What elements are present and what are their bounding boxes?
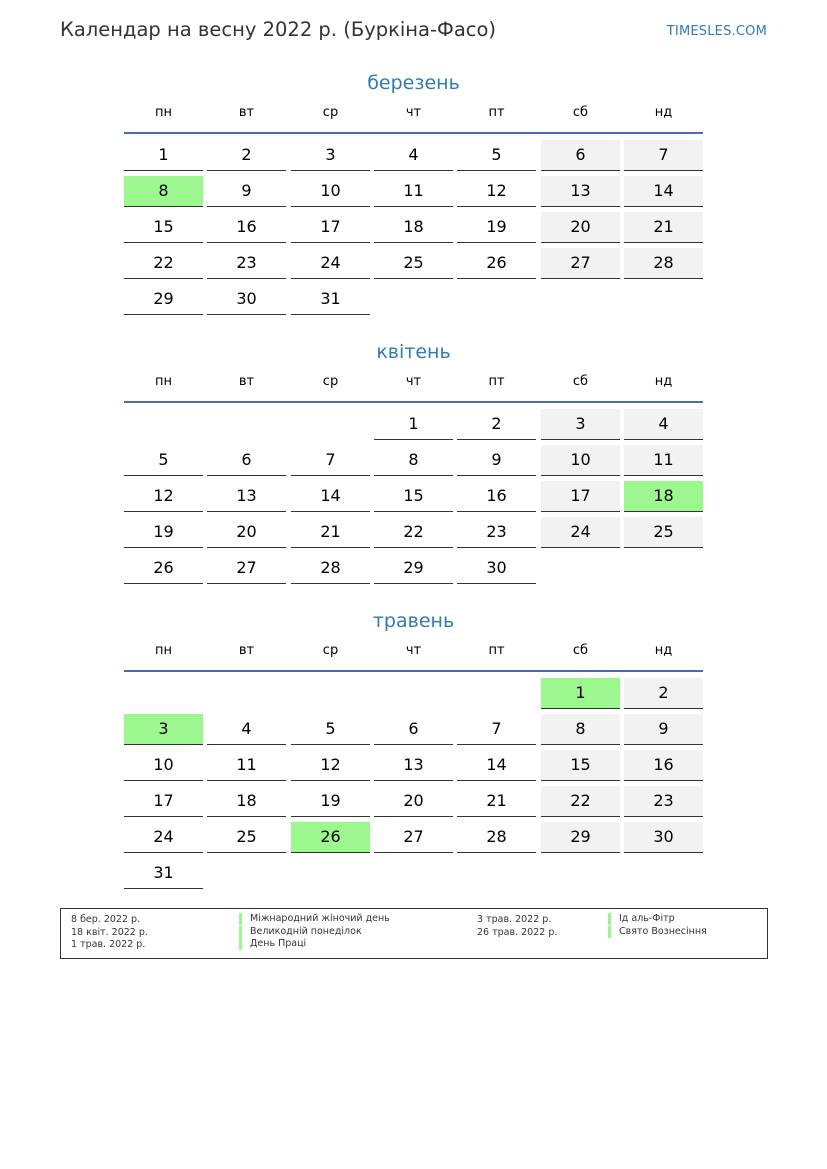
header-rule [124,132,703,134]
weekday-header [124,636,703,672]
legend-holiday-name: Ід аль-Фітр [608,913,675,925]
legend-date: 18 квіт. 2022 р. [71,927,148,938]
day-cell: 7 [624,140,703,171]
day-cell: 25 [624,517,703,548]
day-cell: 19 [457,212,536,243]
day-cell: 11 [624,445,703,476]
day-cell: 9 [207,176,286,207]
weekday-label: пн [155,643,172,658]
day-cell: 24 [541,517,620,548]
day-cell: 30 [457,553,536,584]
day-cell: 10 [124,750,203,781]
day-cell: 26 [457,248,536,279]
day-cell: 9 [624,714,703,745]
day-cell: 1 [374,409,453,440]
day-cell: 5 [291,714,370,745]
weekday-label: нд [654,643,673,658]
weekday-label: ср [322,643,339,658]
day-cell: 18 [207,786,286,817]
month-3 [124,606,703,882]
day-cell: 16 [624,750,703,781]
day-cell: 10 [291,176,370,207]
day-cell: 22 [541,786,620,817]
weekday-label: пт [488,105,505,120]
day-cell: 15 [541,750,620,781]
day-cell: 19 [124,517,203,548]
weekday-header [124,98,703,134]
weekday-label: чт [405,105,422,120]
month-1 [124,68,703,308]
day-cell: 24 [291,248,370,279]
header-rule [124,670,703,672]
day-cell: 31 [291,284,370,315]
day-cell: 31 [124,858,203,889]
day-cell: 23 [457,517,536,548]
weekday-label: пн [155,105,172,120]
weekday-label: вт [238,374,255,389]
day-cell: 25 [374,248,453,279]
day-cell: 22 [374,517,453,548]
weekday-label: пт [488,643,505,658]
day-cell: 3 [541,409,620,440]
month-2 [124,337,703,577]
day-cell: 29 [124,284,203,315]
day-cell: 25 [207,822,286,853]
legend-date: 1 трав. 2022 р. [71,939,146,950]
holiday-day-cell: 18 [624,481,703,512]
day-cell: 13 [207,481,286,512]
day-cell: 1 [124,140,203,171]
weekday-label: вт [238,643,255,658]
day-cell: 12 [124,481,203,512]
day-cell: 2 [457,409,536,440]
day-cell: 6 [374,714,453,745]
day-cell: 28 [291,553,370,584]
weekday-label: сб [572,105,589,120]
day-cell: 27 [207,553,286,584]
legend-holiday-name: Великодній понеділок [239,926,362,938]
day-cell: 9 [457,445,536,476]
weekday-header [124,367,703,403]
day-cell: 6 [207,445,286,476]
weekday-label: вт [238,105,255,120]
day-cell: 17 [291,212,370,243]
day-cell: 23 [624,786,703,817]
day-cell: 3 [291,140,370,171]
weekday-label: пн [155,374,172,389]
day-cell: 14 [457,750,536,781]
holiday-legend [60,908,768,959]
day-cell: 30 [624,822,703,853]
day-cell: 15 [374,481,453,512]
day-cell: 4 [207,714,286,745]
weekday-label: ср [322,105,339,120]
day-cell: 28 [624,248,703,279]
day-cell: 29 [374,553,453,584]
day-cell: 17 [124,786,203,817]
day-cell: 4 [374,140,453,171]
page-title: Календар на весну 2022 р. (Буркіна-Фасо) [60,18,497,41]
day-cell: 8 [541,714,620,745]
day-cell: 14 [291,481,370,512]
day-cell: 20 [374,786,453,817]
day-cell: 16 [207,212,286,243]
month-title: квітень [376,341,451,363]
day-cell: 17 [541,481,620,512]
day-cell: 18 [374,212,453,243]
legend-date: 26 трав. 2022 р. [477,927,558,938]
weekday-label: сб [572,643,589,658]
month-title: березень [367,72,460,94]
day-cell: 13 [541,176,620,207]
day-cell: 19 [291,786,370,817]
day-cell: 30 [207,284,286,315]
holiday-day-cell: 3 [124,714,203,745]
legend-date: 3 трав. 2022 р. [477,914,552,925]
day-cell: 11 [374,176,453,207]
legend-holiday-name: День Праці [239,938,306,950]
weekday-label: чт [405,643,422,658]
day-cell: 27 [541,248,620,279]
weekday-label: чт [405,374,422,389]
day-cell: 15 [124,212,203,243]
day-cell: 23 [207,248,286,279]
day-cell: 4 [624,409,703,440]
day-cell: 16 [457,481,536,512]
day-cell: 21 [624,212,703,243]
day-cell: 13 [374,750,453,781]
day-cell: 20 [541,212,620,243]
day-cell: 5 [124,445,203,476]
site-link[interactable]: TIMESLES.COM [666,24,767,39]
day-cell: 21 [457,786,536,817]
day-cell: 12 [457,176,536,207]
weekday-label: ср [322,374,339,389]
day-cell: 20 [207,517,286,548]
day-cell: 27 [374,822,453,853]
day-cell: 2 [207,140,286,171]
legend-holiday-name: Міжнародний жіночий день [239,913,390,925]
weekday-label: нд [654,105,673,120]
day-cell: 28 [457,822,536,853]
day-cell: 26 [124,553,203,584]
header-rule [124,401,703,403]
day-cell: 6 [541,140,620,171]
weekday-label: нд [654,374,673,389]
day-cell: 21 [291,517,370,548]
day-cell: 5 [457,140,536,171]
day-cell: 8 [374,445,453,476]
day-cell: 12 [291,750,370,781]
holiday-day-cell: 26 [291,822,370,853]
day-cell: 24 [124,822,203,853]
day-cell: 14 [624,176,703,207]
day-cell: 2 [624,678,703,709]
day-cell: 22 [124,248,203,279]
holiday-day-cell: 1 [541,678,620,709]
weekday-label: пт [488,374,505,389]
legend-date: 8 бер. 2022 р. [71,914,141,925]
legend-holiday-name: Свято Вознесіння [608,926,707,938]
day-cell: 7 [291,445,370,476]
month-title: травень [372,610,455,632]
weekday-label: сб [572,374,589,389]
day-cell: 29 [541,822,620,853]
day-cell: 10 [541,445,620,476]
day-cell: 7 [457,714,536,745]
day-cell: 11 [207,750,286,781]
holiday-day-cell: 8 [124,176,203,207]
